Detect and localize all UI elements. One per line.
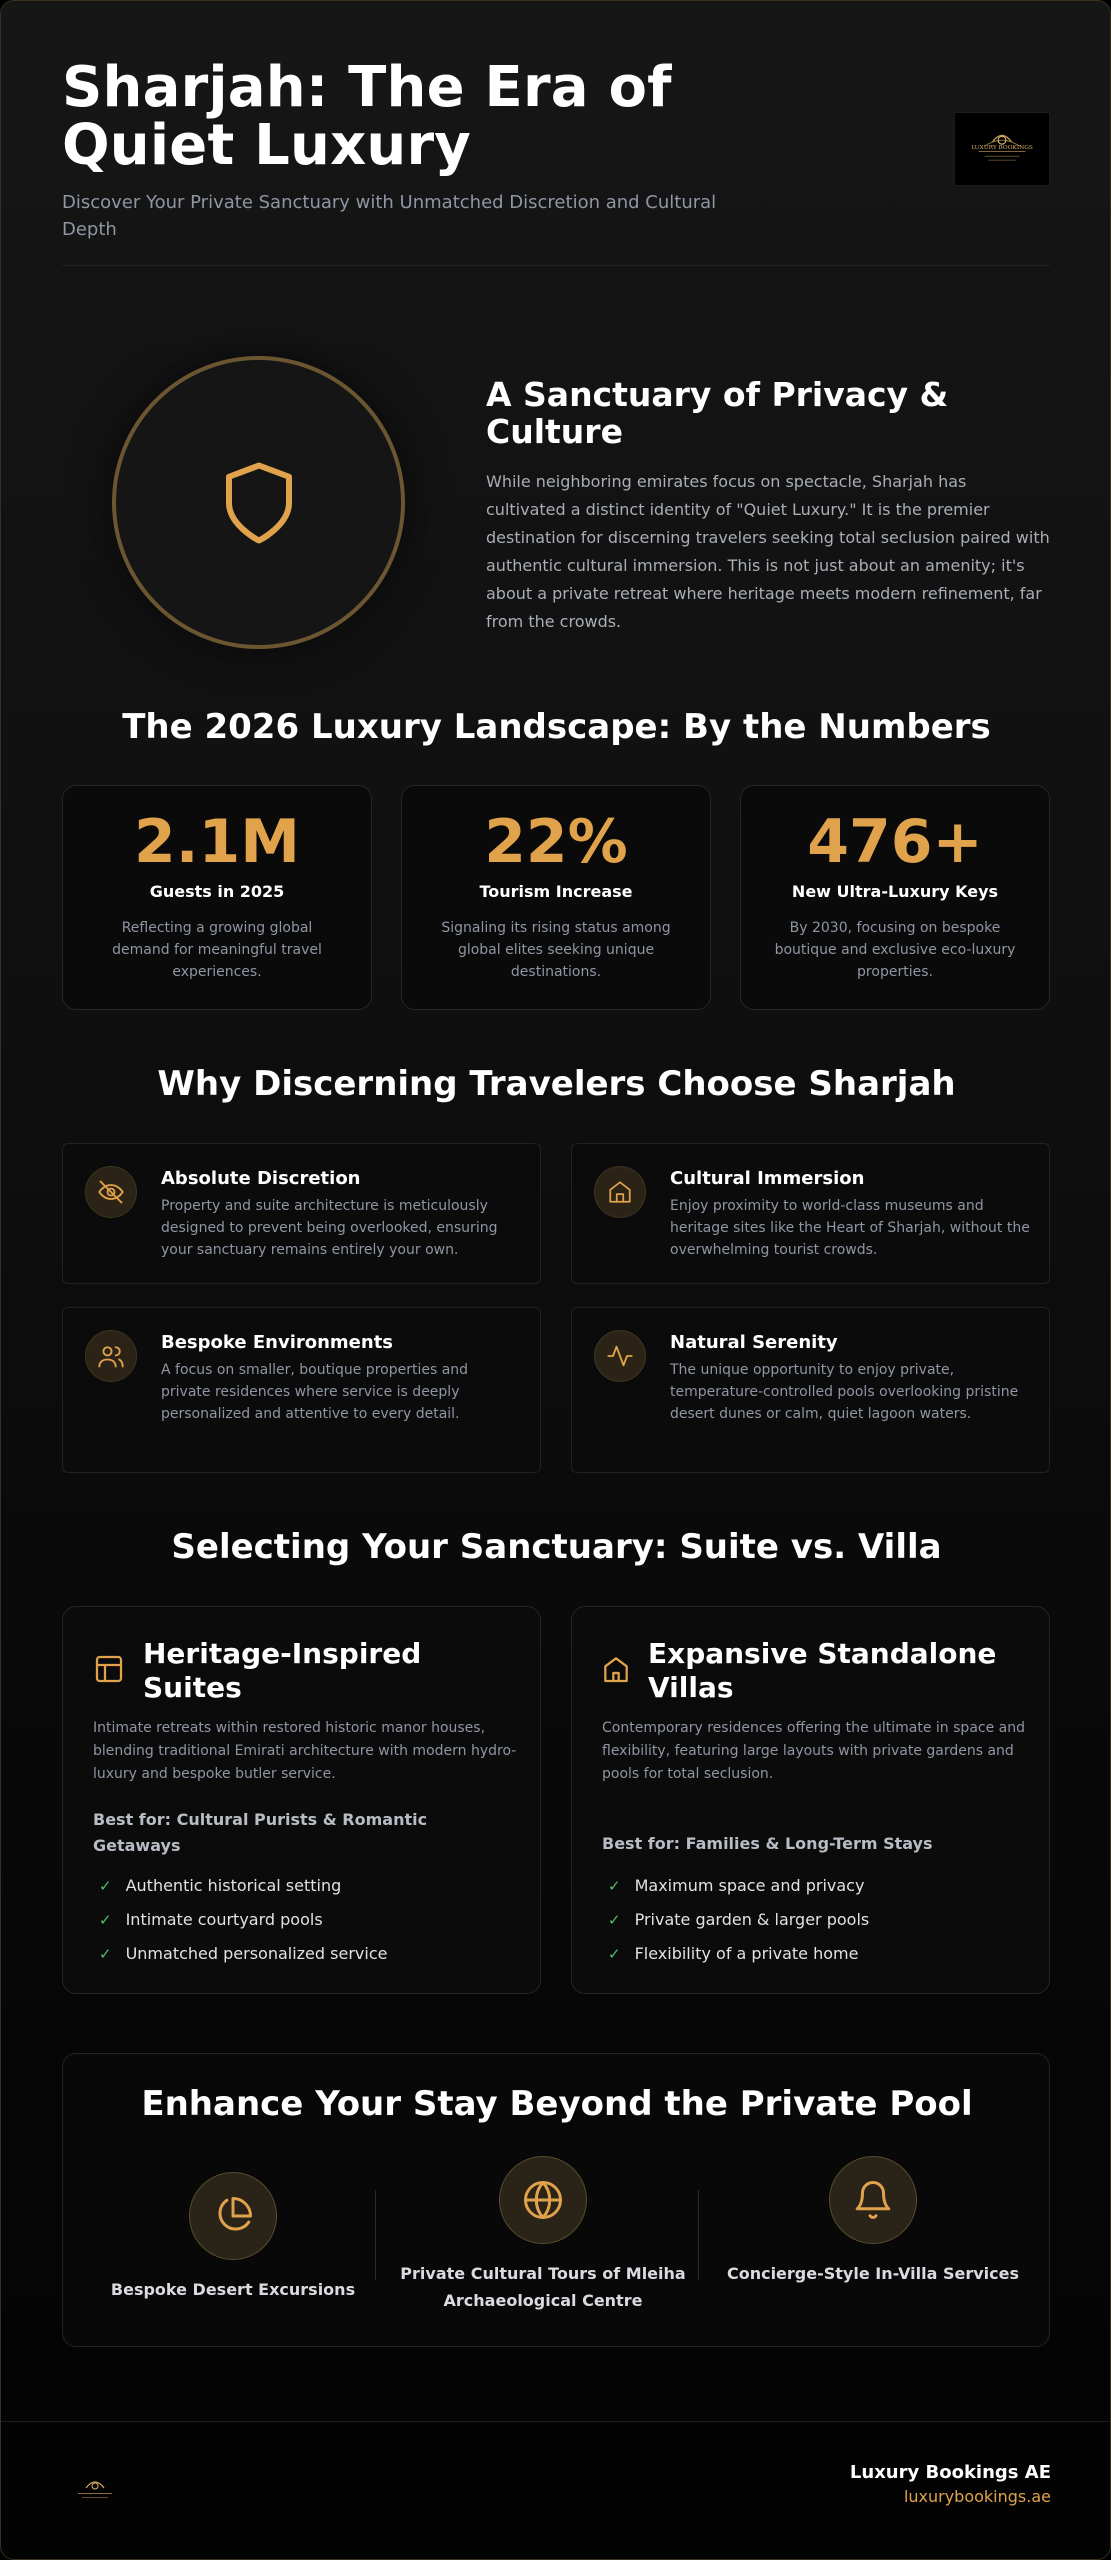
bell-icon: [852, 2179, 894, 2221]
option-desc: Intimate retreats within restored historic manor houses, blending traditional Emirati architecture with modern hydro-luxury and bespoke butler service.: [93, 1720, 517, 1782]
page-subtitle: Discover Your Private Sanctuary with Unmatched Discretion and Cultural Depth: [62, 192, 717, 240]
options-title: Selecting Your Sanctuary: Suite vs. Villa: [171, 1527, 942, 1567]
stat-value: 476+: [807, 807, 983, 877]
enhance-title: Enhance Your Stay Beyond the Private Pool: [141, 2084, 973, 2124]
stats-row: [62, 785, 1050, 1010]
feature-title: Cultural Immersion: [670, 1168, 865, 1189]
list-item: ✓ Private garden & larger pools: [608, 1910, 870, 1929]
footer-brand: Luxury Bookings AE: [849, 2462, 1051, 2483]
sanctuary-body: While neighboring emirates focus on spectacle, Sharjah has cultivated a distinct identity of "Quiet Luxury." It is the premier destination for discerning travelers seeking total seclusion paired with authentic cultural immersion. This is not just about an amenity; it's about a private retreat where heritage meets modern refinement, far from the crowds.: [486, 472, 1050, 631]
stat-desc: Signaling its rising status among global elites seeking unique destinations.: [441, 920, 671, 980]
stat-label: New Ultra-Luxury Keys: [791, 882, 999, 901]
enhance-item: [723, 2156, 1023, 2287]
stat-card: [62, 785, 372, 1010]
check-icon: ✓: [608, 1945, 621, 1963]
check-icon: ✓: [99, 1911, 112, 1929]
features-title: Why Discerning Travelers Choose Sharjah: [157, 1064, 956, 1104]
stats-title: The 2026 Luxury Landscape: By the Numbers: [122, 707, 991, 747]
option-card-villas: [571, 1606, 1050, 1994]
feature-title: Natural Serenity: [670, 1332, 838, 1353]
feature-card: [62, 1143, 541, 1284]
enhance-section: [62, 2053, 1050, 2347]
page-title: Sharjah: The Era of Quiet Luxury: [62, 55, 672, 178]
header: [62, 55, 1050, 266]
options-row: [62, 1606, 1050, 1994]
shield-icon: [214, 453, 304, 553]
option-desc: Contemporary residences offering the ultimate in space and flexibility, featuring large layouts with private gardens and pools for total seclusion.: [602, 1720, 1025, 1782]
sanctuary-title: A Sanctuary of Privacy & Culture: [486, 375, 949, 451]
list-item: ✓ Authentic historical setting: [99, 1876, 342, 1895]
divider: [698, 2190, 699, 2280]
activity-icon: [606, 1342, 634, 1370]
brand-logo: [954, 112, 1050, 186]
check-icon: ✓: [608, 1911, 621, 1929]
stat-card: [401, 785, 711, 1010]
pie-chart-icon: [212, 2195, 254, 2237]
feature-card: [571, 1143, 1050, 1284]
check-icon: ✓: [99, 1945, 112, 1963]
feature-title: Bespoke Environments: [161, 1332, 394, 1353]
list-item: ✓ Flexibility of a private home: [608, 1944, 859, 1963]
home-icon: [600, 1653, 632, 1685]
sanctuary-section: [62, 356, 1050, 656]
features-grid: [62, 1143, 1050, 1473]
users-icon: [97, 1342, 125, 1370]
list-item: ✓ Unmatched personalized service: [99, 1944, 388, 1963]
stat-desc: By 2030, focusing on bespoke boutique and exclusive eco-luxury properties.: [774, 920, 1016, 980]
option-title: Expansive Standalone Villas: [648, 1637, 997, 1704]
home-icon: [607, 1179, 633, 1205]
enhance-label: Bespoke Desert Excursions: [110, 2280, 356, 2299]
footer: [1, 2421, 1111, 2560]
option-perks: [608, 1869, 869, 1971]
feature-title: Absolute Discretion: [161, 1168, 361, 1189]
enhance-label: Concierge-Style In-Villa Services: [726, 2264, 1020, 2283]
layout-icon: [93, 1653, 125, 1685]
divider: [375, 2190, 376, 2280]
stat-value: 22%: [484, 807, 628, 877]
feature-desc: Property and suite architecture is meticulously designed to prevent being overlooked, ensuring your sanctuary remains entirely your own.: [161, 1198, 498, 1258]
check-icon: ✓: [608, 1877, 621, 1895]
stat-value: 2.1M: [134, 807, 300, 877]
globe-icon: [522, 2179, 564, 2221]
eye-off-icon: [97, 1178, 125, 1206]
stat-label: Guests in 2025: [149, 882, 285, 901]
stat-card: [740, 785, 1050, 1010]
option-card-suites: [62, 1606, 541, 1994]
feature-desc: Enjoy proximity to world-class museums and heritage sites like the Heart of Sharjah, without the overwhelming tourist crowds.: [670, 1198, 1030, 1258]
feature-card: [571, 1307, 1050, 1473]
enhance-label: Private Cultural Tours of Mleiha Archaeological Centre: [400, 2264, 686, 2310]
list-item: ✓ Maximum space and privacy: [608, 1876, 865, 1895]
option-perks: [99, 1869, 387, 1971]
enhance-item: [93, 2172, 373, 2303]
stat-desc: Reflecting a growing global demand for meaningful travel experiences.: [112, 920, 322, 980]
option-best-for: Best for: Families & Long-Term Stays: [602, 1834, 933, 1853]
feature-card: [62, 1307, 541, 1473]
shield-badge: [112, 356, 405, 649]
footer-logo: [62, 2466, 128, 2512]
footer-url-link[interactable]: luxurybookings.ae: [903, 2487, 1051, 2506]
feature-desc: The unique opportunity to enjoy private, temperature-controlled pools overlooking pristine desert dunes or calm, quiet lagoon waters.: [670, 1362, 1019, 1422]
option-title: Heritage-Inspired Suites: [143, 1637, 422, 1704]
stat-label: Tourism Increase: [479, 882, 633, 901]
check-icon: ✓: [99, 1877, 112, 1895]
feature-desc: A focus on smaller, boutique properties and private residences where service is deeply personalized and attentive to every detail.: [161, 1362, 469, 1422]
option-best-for: Best for: Cultural Purists & Romantic Getaways: [93, 1810, 428, 1855]
enhance-item: [393, 2156, 693, 2314]
list-item: ✓ Intimate courtyard pools: [99, 1910, 323, 1929]
svg-text:LUXURY BOOKINGS: LUXURY BOOKINGS: [971, 145, 1033, 151]
